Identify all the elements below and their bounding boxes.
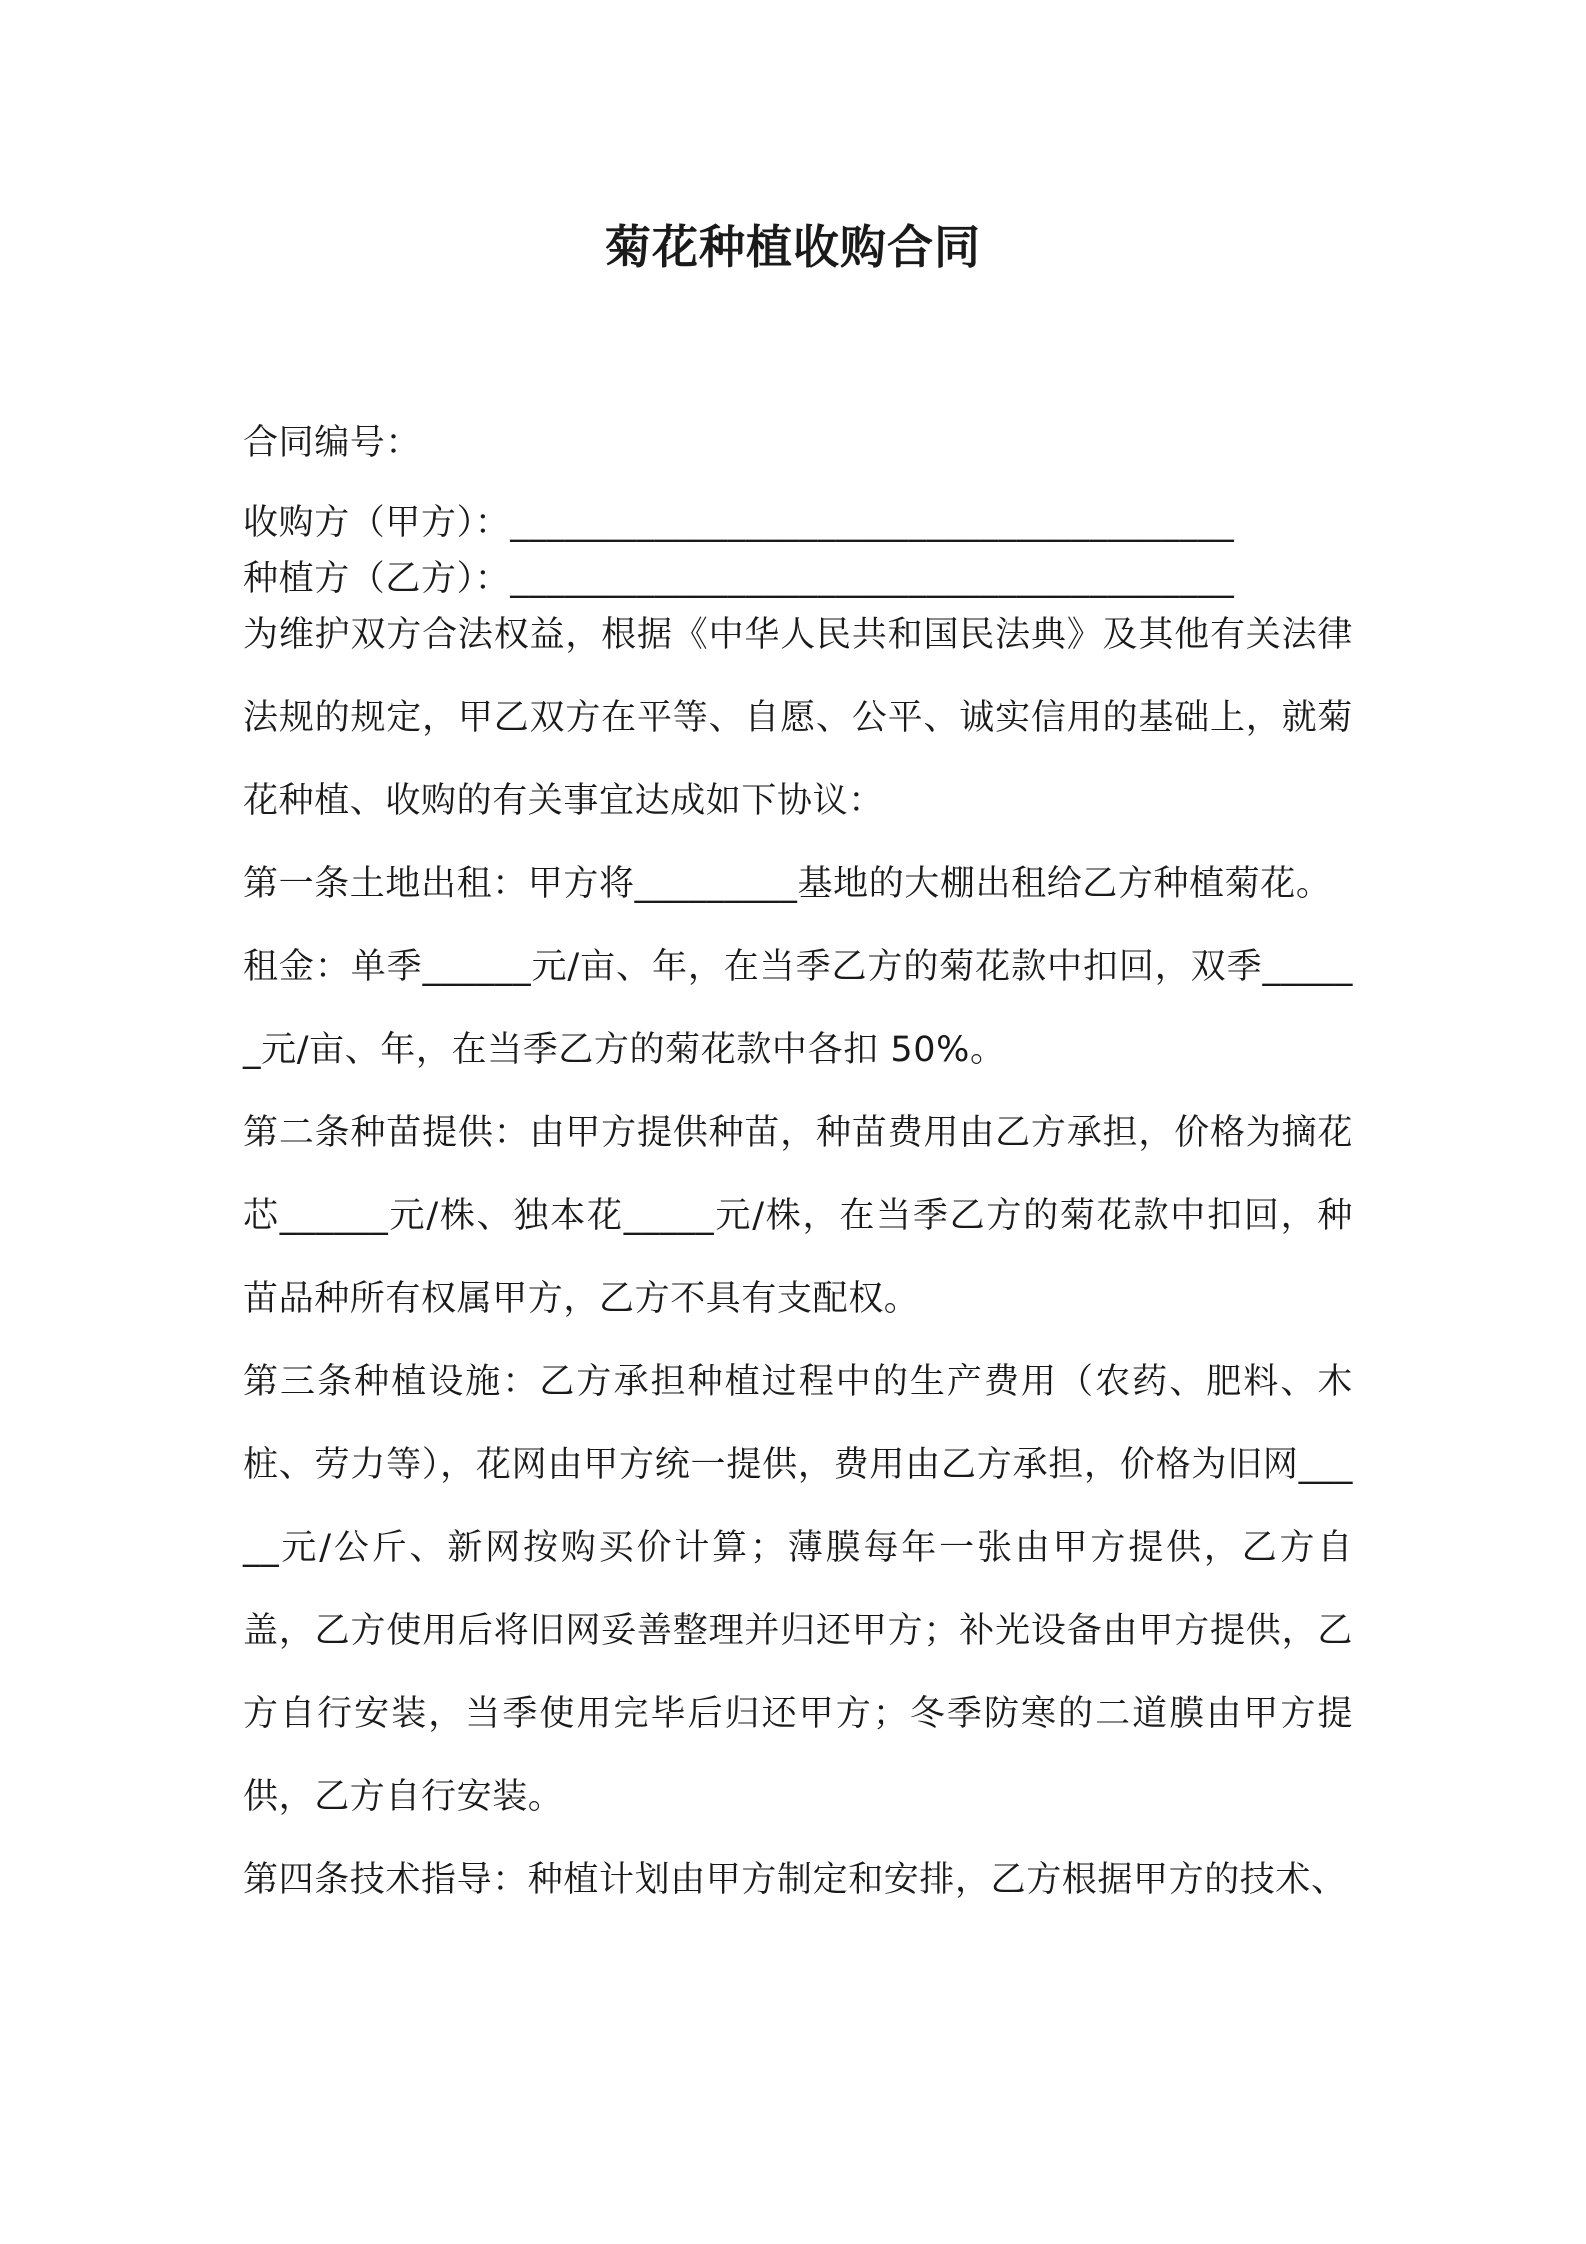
document-title: 菊花种植收购合同: [605, 220, 981, 274]
article-3-paragraph: 第三条种植设施：乙方承担种植过程中的生产费用（农药、肥料、木桩、劳力等），花网由甲方统一提供，费用由乙方承担，价格为旧网_____元/公斤、新网按购买价计算；薄膜每年一张由甲方提供，乙方自盖，乙方使用后将旧网妥善整理并归还甲方；补光设备由甲方提供，乙方自行安装，当季使用完毕后归还甲方；冬季防寒的二道膜由甲方提供，乙方自行安装。: [243, 1362, 1353, 1817]
grower-field: 种植方（乙方）：________________________________________: [243, 559, 1235, 599]
article-1-paragraph: 第一条土地出租：甲方将_________基地的大棚出租给乙方种植菊花。: [243, 864, 1332, 904]
rent-paragraph: 租金：单季______元/亩、年，在当季乙方的菊花款中扣回，双季______元/亩、年，在当季乙方的菊花款中各扣 50%。: [243, 947, 1353, 1070]
preamble-paragraph: 为维护双方合法权益，根据《中华人民共和国民法典》及其他有关法律法规的规定，甲乙双方在平等、自愿、公平、诚实信用的基础上，就菊花种植、收购的有关事宜达成如下协议：: [243, 615, 1353, 821]
contract-number-field: 合同编号：: [243, 423, 422, 463]
article-2-paragraph: 第二条种苗提供：由甲方提供种苗，种苗费用由乙方承担，价格为摘花芯______元/株、独本花_____元/株，在当季乙方的菊花款中扣回，种苗品种所有权属甲方，乙方不具有支配权。: [243, 1113, 1353, 1319]
buyer-field: 收购方（甲方）：________________________________________: [243, 503, 1235, 543]
article-4-paragraph: 第四条技术指导：种植计划由甲方制定和安排，乙方根据甲方的技术、: [243, 1860, 1347, 1900]
document-body: [243, 402, 1353, 1922]
